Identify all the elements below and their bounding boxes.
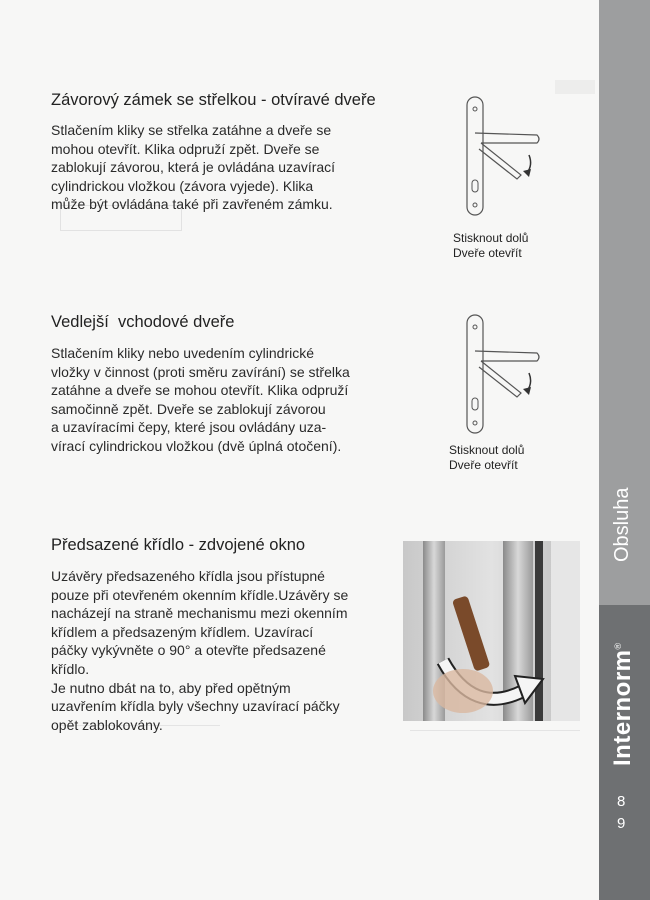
- text-line: křídlem a předsazeným křídlem. Uzavírací: [51, 623, 314, 640]
- text-line: nacházejí na straně mechanismu mezi okenním: [51, 605, 348, 622]
- window-lever-photo: [403, 541, 580, 721]
- text-line: křídlo.: [51, 660, 90, 677]
- door-handle-illustration: [455, 95, 550, 220]
- text-line: vírací cylindrickou vložkou (dvě úplná otočení).: [51, 437, 342, 454]
- text-line: Stlačením kliky se střelka zatáhne a dveře se: [51, 122, 332, 138]
- door-handle-illustration: [455, 313, 550, 438]
- page-number: 8: [617, 793, 626, 810]
- text-line: zablokují závorou, která je ovládána uzavírací: [51, 159, 336, 176]
- caption-line: Stisknout dolů: [453, 231, 529, 245]
- section-title-lock-with-latch: Závorový zámek se střelkou - otvíravé dveře: [51, 91, 376, 109]
- text-line: Je nutno dbát na to, aby před opětným: [51, 679, 291, 696]
- handle-caption: [449, 443, 524, 473]
- text-line: opět zablokovány.: [51, 716, 163, 733]
- caption-line: Dveře otevřít: [449, 458, 518, 472]
- brand-registered-mark: ®: [613, 642, 623, 650]
- brand-logo-vertical: [609, 642, 637, 766]
- text-line: vložky v činnost (proti směru zavírání) se střelka: [51, 363, 350, 380]
- text-line: a uzavíracími čepy, které jsou ovládány uza-: [51, 419, 327, 436]
- text-line: Stlačením kliky nebo uvedením cylindrické: [51, 345, 315, 361]
- caption-line: Stisknout dolů: [449, 443, 525, 457]
- text-line: cylindrickou vložkou (závora vyjede). Klika: [51, 177, 314, 194]
- section-title-double-window: Předsazené křídlo - zdvojené okno: [51, 536, 306, 554]
- text-line: páčky vykývněte o 90° a otevřte předsazené: [51, 642, 326, 659]
- section-label-vertical: Obsluha: [611, 487, 633, 562]
- section-text-double-window: [51, 567, 348, 734]
- section-text-lock-with-latch: [51, 121, 335, 214]
- page-number: 9: [617, 815, 626, 832]
- text-line: zatáhne a dveře se mohou otevřít. Klika odpruží: [51, 382, 349, 399]
- handle-caption: [453, 231, 528, 261]
- text-line: mohou otevřít. Klika odpruží zpět. Dveře se: [51, 140, 320, 157]
- text-line: pouze při otevřeném okenním křídle.Uzávěry se: [51, 586, 349, 603]
- text-line: samočinně zpět. Dveře se zablokují závorou: [51, 400, 326, 417]
- section-title-side-entrance-door: Vedlejší vchodové dveře: [51, 313, 235, 331]
- text-line: může být ovládána také při zavřeném zámku.: [51, 196, 333, 213]
- section-text-side-entrance-door: [51, 344, 350, 456]
- text-line: uzavřením křídla byly všechny uzavírací páčky: [51, 698, 340, 715]
- brand-name: Internorm: [609, 649, 636, 766]
- text-line: Uzávěry předsazeného křídla jsou přístupné: [51, 568, 325, 584]
- caption-line: Dveře otevřít: [453, 246, 522, 260]
